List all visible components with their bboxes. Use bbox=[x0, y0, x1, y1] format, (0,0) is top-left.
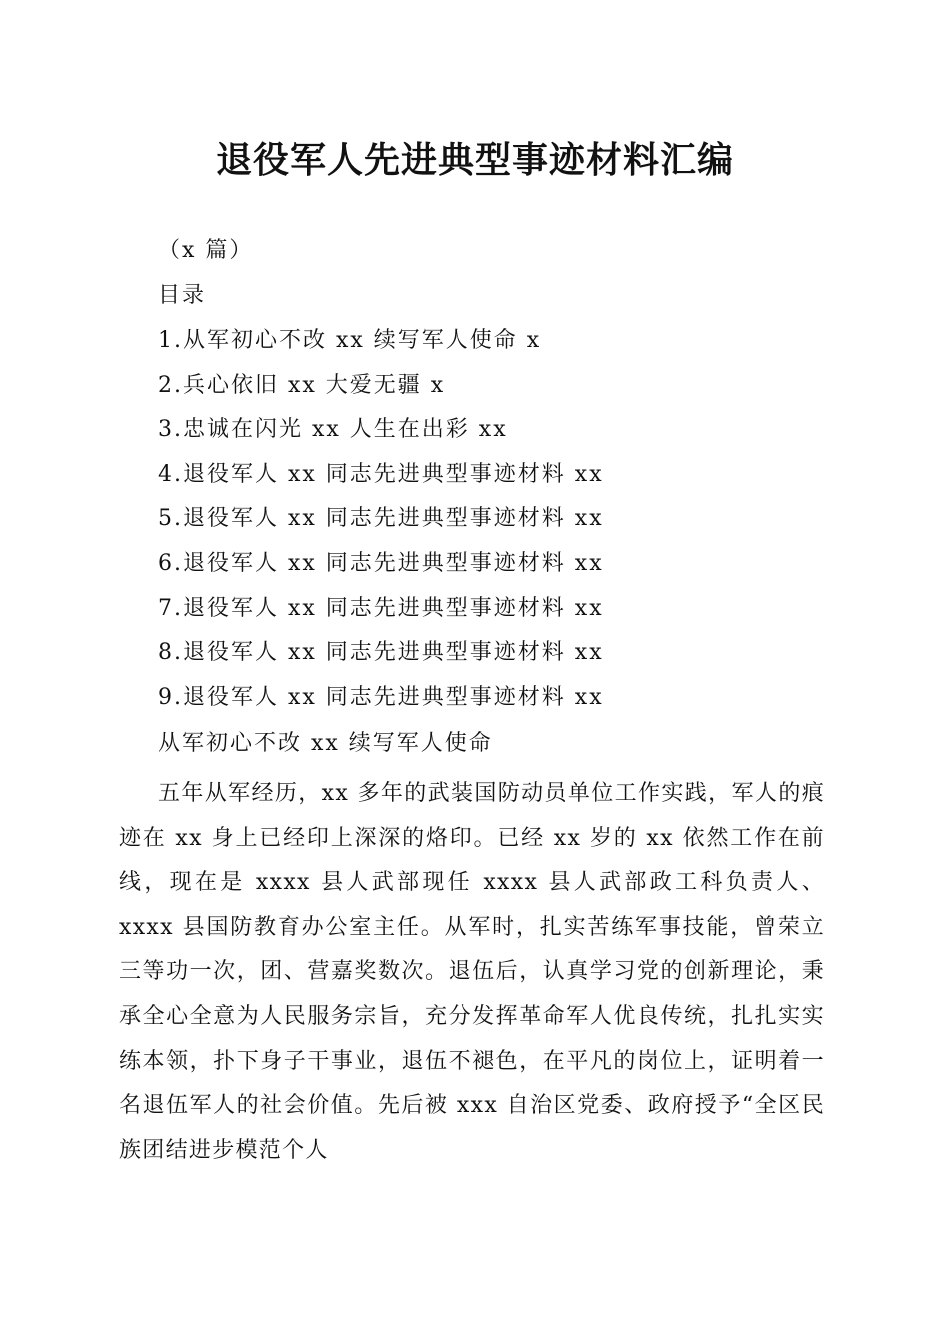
section-heading: 从军初心不改 xx 续写军人使命 bbox=[158, 731, 493, 756]
toc-item: 8.退役军人 xx 同志先进典型事迹材料 xx bbox=[158, 640, 604, 666]
article-count: （x 篇） bbox=[158, 238, 254, 263]
toc-item: 9.退役军人 xx 同志先进典型事迹材料 xx bbox=[158, 684, 604, 710]
table-of-contents bbox=[158, 326, 604, 727]
toc-item: 4.退役军人 xx 同志先进典型事迹材料 xx bbox=[158, 461, 604, 487]
toc-item: 7.退役军人 xx 同志先进典型事迹材料 xx bbox=[158, 595, 604, 621]
document-title: 退役军人先进典型事迹材料汇编 bbox=[215, 139, 734, 181]
toc-item: 1.从军初心不改 xx 续写军人使命 x bbox=[158, 328, 542, 353]
toc-item: 3.忠诚在闪光 xx 人生在出彩 xx bbox=[158, 417, 508, 443]
toc-heading: 目录 bbox=[158, 283, 207, 308]
toc-item: 2.兵心依旧 xx 大爱无疆 x bbox=[158, 372, 446, 398]
toc-item: 6.退役军人 xx 同志先进典型事迹材料 xx bbox=[158, 550, 604, 576]
toc-item: 5.退役军人 xx 同志先进典型事迹材料 xx bbox=[158, 506, 604, 532]
body-paragraph: 五年从军经历，xx 多年的武装国防动员单位工作实践，军人的痕迹在 xx 身上已经印上深深的烙印。已经 xx 岁的 xx 依然工作在前线，现在是 xxxx 县人武部现任 xxxx 县人武部政工科负责人、xxxx 县国防教育办公室主任。从军时，扎实苦练军事技能，曾荣立三等功一次，团、营嘉奖数次。退伍后，认真学习党的创新理论，秉承全心全意为人民服务宗旨，充分发挥革命军人优良传统，扎扎实实练本领，扑下身子干事业，退伍不褪色，在平凡的岗位上，证明着一名退伍军人的社会价值。先后被 xxx 自治区党委、政府授予“全区民族团结进步模范个人 bbox=[119, 781, 825, 1163]
